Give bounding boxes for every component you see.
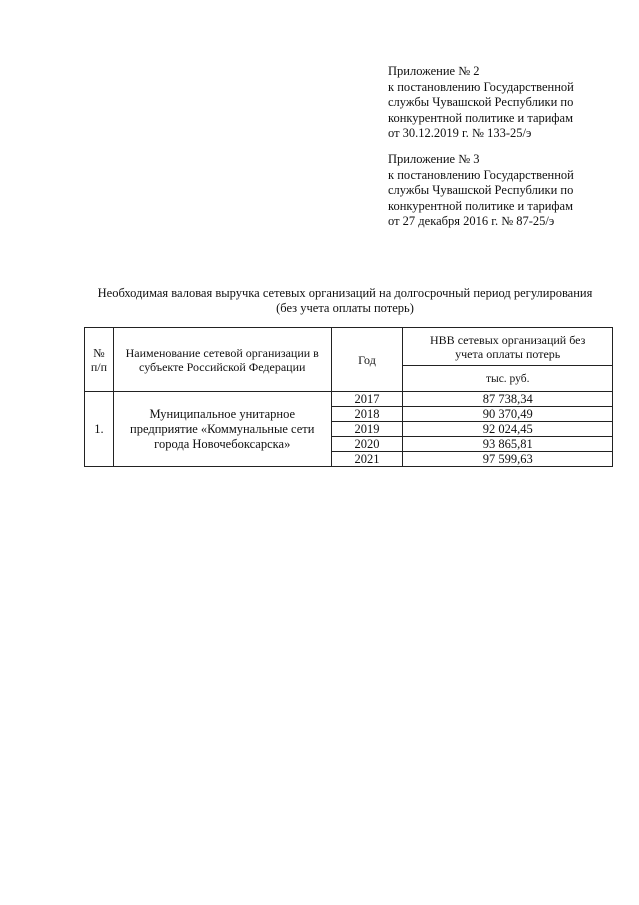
- value-cell: 90 370,49: [403, 407, 613, 422]
- organization-name-line: Муниципальное унитарное: [149, 406, 296, 421]
- appendix-line: от 27 декабря 2016 г. № 87-25/э: [388, 214, 555, 228]
- value-cell: 93 865,81: [403, 437, 613, 452]
- appendix-line: конкурентной политике и тарифам: [388, 198, 573, 213]
- appendix-line: Приложение № 3: [388, 152, 480, 166]
- appendix-line: Приложение № 2: [388, 64, 480, 78]
- organization-name-line: предприятие «Коммунальные сети: [130, 421, 315, 436]
- header-name-line: субъекте Российской Федерации: [139, 359, 306, 374]
- header-nvv-line: учета оплаты потерь: [455, 346, 561, 361]
- organization-name: [113, 392, 331, 467]
- document-title: [70, 286, 620, 316]
- year-cell: 2021: [331, 452, 403, 467]
- year-cell: 2018: [331, 407, 403, 422]
- appendix-line: от 30.12.2019 г. № 133-25/э: [388, 126, 532, 140]
- header-organization-name: [113, 328, 331, 392]
- header-unit: тыс. руб.: [403, 366, 613, 392]
- title-line-main: Необходимая валовая выручка сетевых организаций на долгосрочный период регулирования: [97, 286, 593, 300]
- header-nvv-line: НВВ сетевых организаций без: [430, 332, 586, 347]
- appendix-note-previous: [388, 152, 628, 230]
- appendix-line: к постановлению Государственной: [388, 167, 574, 182]
- value-cell: 87 738,34: [403, 392, 613, 407]
- header-number: [85, 328, 114, 392]
- header-nvv: [403, 328, 613, 366]
- title-line-sub: (без учета оплаты потерь): [276, 301, 414, 315]
- header-year: Год: [331, 328, 403, 392]
- appendix-note-current: [388, 64, 628, 142]
- year-cell: 2020: [331, 437, 403, 452]
- appendix-line: службы Чувашской Республики по: [388, 95, 574, 109]
- appendix-line: службы Чувашской Республики по: [388, 183, 574, 197]
- year-cell: 2019: [331, 422, 403, 437]
- value-cell: 92 024,45: [403, 422, 613, 437]
- row-number: 1.: [85, 392, 114, 467]
- header-number-symbol: №: [93, 345, 105, 360]
- value-cell: 97 599,63: [403, 452, 613, 467]
- appendix-line: конкурентной политике и тарифам: [388, 110, 573, 125]
- table-row: [85, 392, 613, 407]
- nvv-table: [84, 327, 613, 467]
- header-number-abbr: п/п: [90, 359, 108, 374]
- header-name-line: Наименование сетевой организации в: [125, 345, 319, 360]
- table-header-row: [85, 328, 613, 366]
- organization-name-line: города Новочебоксарска»: [154, 436, 291, 451]
- year-cell: 2017: [331, 392, 403, 407]
- appendix-line: к постановлению Государственной: [388, 79, 574, 94]
